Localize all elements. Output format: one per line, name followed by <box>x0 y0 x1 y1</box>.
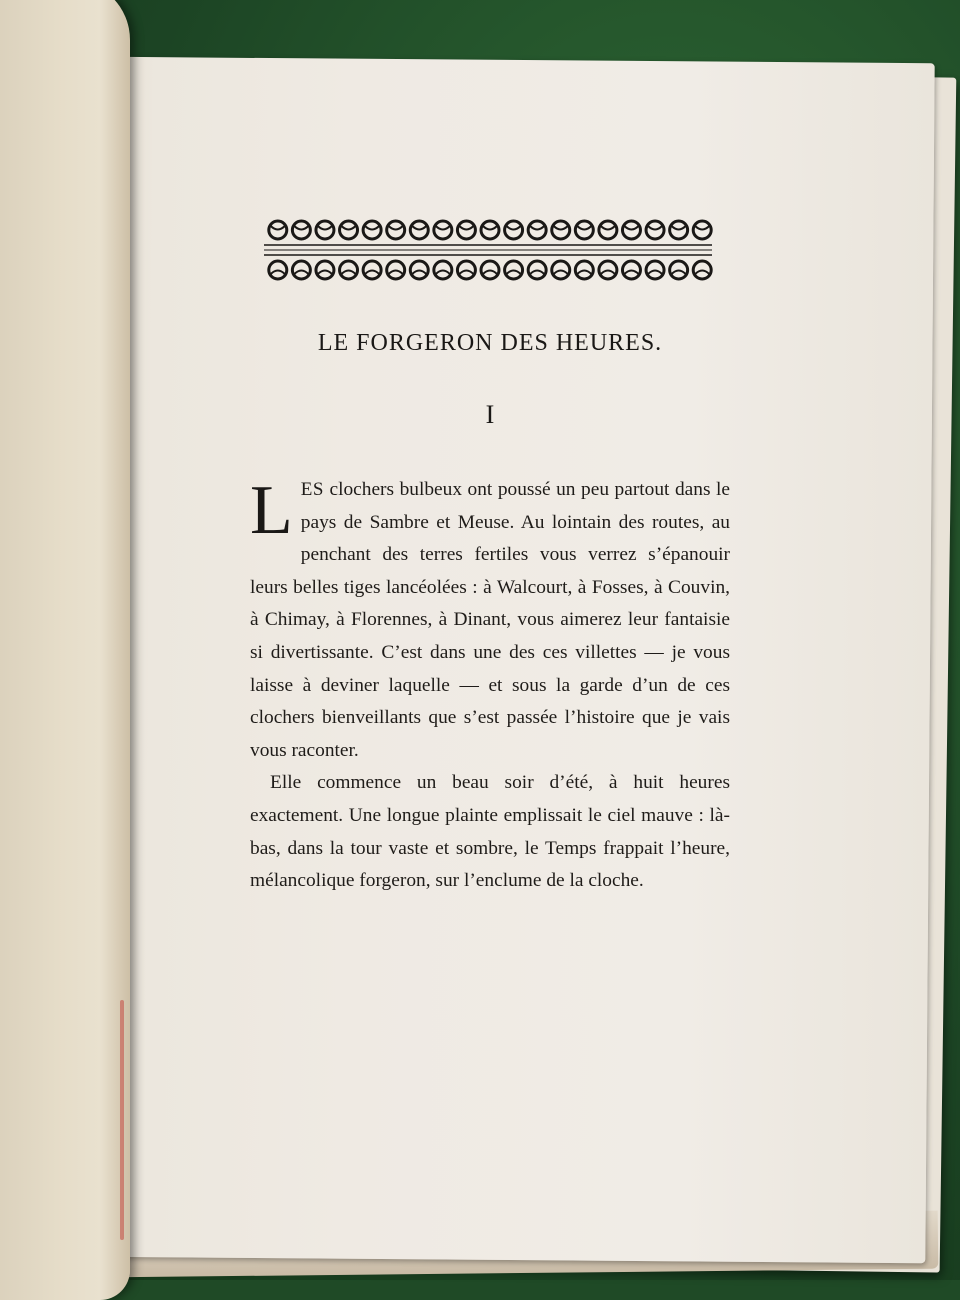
paragraph-2: Elle commence un beau soir d’été, à huit heures exactement. Une longue plainte emplissait le ciel mauve : là-bas, dans la tour vaste et sombre, le Temps frappait l’heure, mélancolique forgeron, sur l’enclume de la cloche. <box>250 772 730 892</box>
ornament-icon <box>262 214 714 284</box>
lead-small-caps: ES <box>300 479 324 500</box>
paragraph-1 <box>250 474 730 767</box>
left-page-leaf <box>0 0 130 1300</box>
chapter-title: LE FORGERON DES HEURES. <box>317 330 663 356</box>
paragraph-1-text: clochers bulbeux ont poussé un peu partout dans le pays de Sambre et Meuse. Au lointain des routes, au penchant des terres fertiles vous verrez s’épanouir leurs belles tiges lancéolées : à Walcourt, à Fosses, à Couvin, à Chimay, à Florennes, à Dinant, vous aimerez leur fantaisie si divertissante. C’est dans une des ces villettes — je vous laisse à deviner laquelle — et sous la garde d’un de ces clochers bienveillants que s’est passée l’histoire que je vais vous raconter. <box>250 479 730 761</box>
decorative-ornament-band <box>262 214 714 284</box>
drop-cap: L <box>250 472 293 549</box>
chapter-body <box>250 474 730 898</box>
chapter-number: I <box>485 400 495 429</box>
